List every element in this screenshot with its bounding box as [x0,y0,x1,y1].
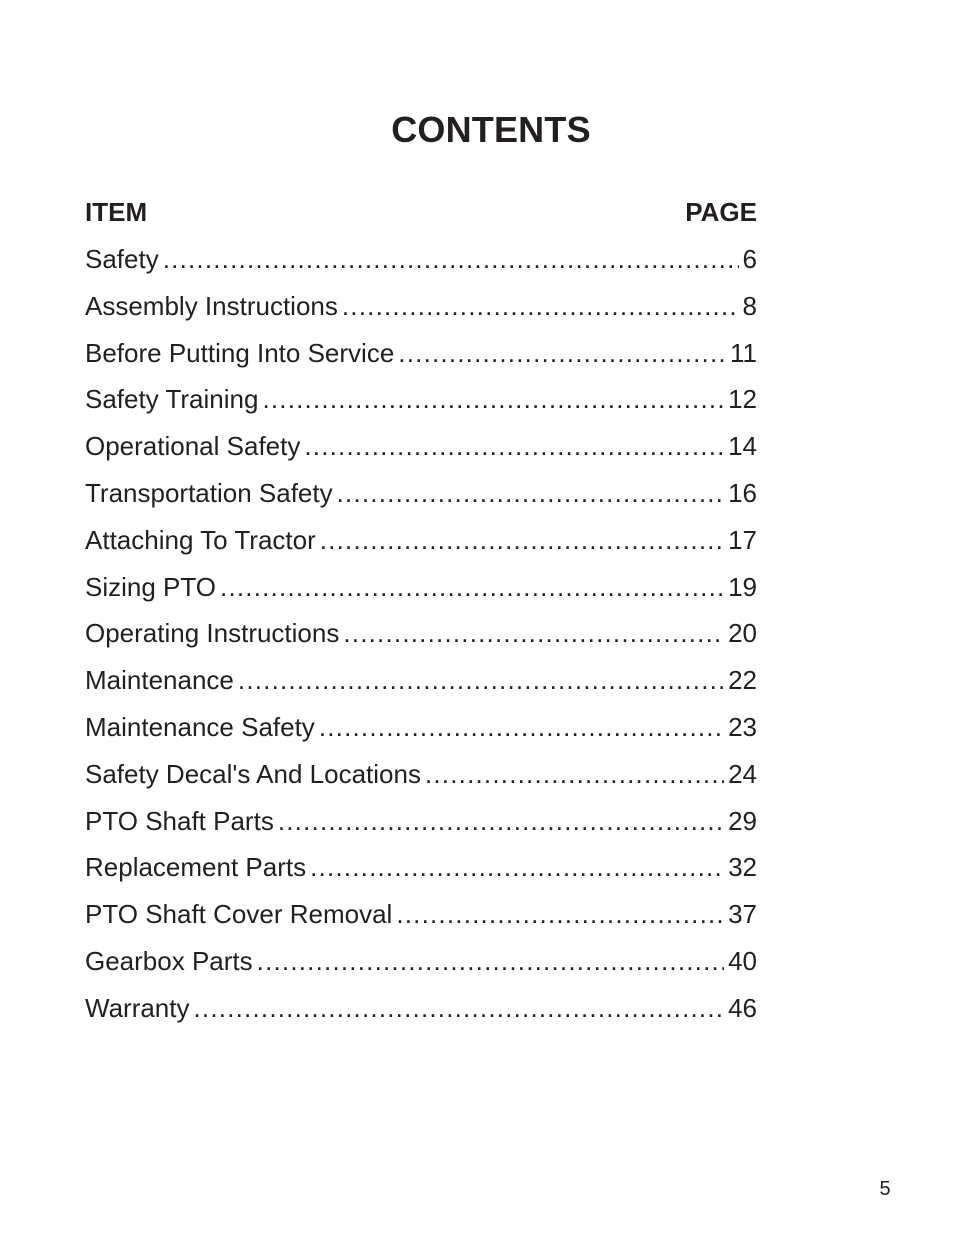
toc-entry-page: 23 [728,711,757,742]
toc-entry-transportation-safety[interactable] [85,473,757,520]
toc-entry-attaching-to-tractor[interactable] [85,520,757,567]
dot-leader [163,239,739,279]
dot-leader [425,754,724,794]
toc-entry-label: Safety Decal's And Locations [85,758,421,789]
toc-entry-page: 20 [728,618,757,649]
toc-entry-label: Transportation Safety [85,477,333,508]
toc-entry-page: 17 [728,524,757,555]
dot-leader [194,988,725,1028]
toc-entry-replacement-parts[interactable] [85,847,757,894]
toc-entry-page: 8 [742,290,757,321]
toc-entry-maintenance-safety[interactable] [85,707,757,754]
dot-leader [337,473,724,513]
toc-entry-page: 24 [728,758,757,789]
toc-entry-page: 29 [728,805,757,836]
toc-entry-safety-decals-and-locations[interactable] [85,754,757,801]
toc-entry-label: Replacement Parts [85,852,307,883]
toc-entry-gearbox-parts[interactable] [85,941,757,988]
dot-leader [320,520,724,560]
toc-entry-label: Safety [85,244,159,274]
dot-leader [343,613,724,653]
toc-entry-maintenance[interactable] [85,660,757,707]
toc-entry-page: 6 [742,244,757,274]
toc-entry-label: Maintenance Safety [85,711,315,742]
dot-leader [304,426,724,466]
toc-entry-page: 32 [728,852,757,883]
toc-entry-safety[interactable] [85,239,757,286]
dot-leader [319,707,724,747]
toc-entry-pto-shaft-cover-removal[interactable] [85,894,757,941]
toc-entry-safety-training[interactable] [85,379,757,426]
toc-entry-assembly-instructions[interactable] [85,286,757,333]
page-number: 5 [879,1178,891,1200]
dot-leader [238,660,724,700]
page-column-header: PAGE [685,197,757,227]
toc-entry-label: Operational Safety [85,431,301,462]
toc-entry-page: 19 [728,571,757,602]
dot-leader [342,286,739,326]
toc-entry-sizing-pto[interactable] [85,567,757,614]
dot-leader [396,894,724,934]
toc-entry-label: Attaching To Tractor [85,524,316,555]
toc-entry-before-putting-into-service[interactable] [85,333,757,380]
dot-leader [278,801,724,841]
toc-entry-label: Maintenance [85,665,234,696]
toc-entry-page: 22 [728,665,757,696]
page-title: CONTENTS [391,109,591,150]
dot-leader [310,847,724,887]
item-column-header: ITEM [85,197,148,227]
toc-entry-pto-shaft-parts[interactable] [85,801,757,848]
dot-leader [398,333,726,373]
toc-entry-label: Operating Instructions [85,618,340,649]
toc-header [85,192,757,232]
toc-entry-page: 12 [728,384,757,415]
toc-entry-page: 37 [728,899,757,930]
dot-leader [220,567,724,607]
toc-list [85,239,757,1035]
table-of-contents [85,192,757,1035]
toc-entry-page: 16 [728,477,757,508]
toc-entry-label: Sizing PTO [85,571,217,602]
toc-entry-page: 40 [728,945,757,976]
toc-entry-label: Warranty [85,992,190,1023]
toc-entry-label: Assembly Instructions [85,290,338,321]
toc-entry-page: 11 [730,337,757,368]
toc-entry-warranty[interactable] [85,988,757,1035]
toc-entry-label: Before Putting Into Service [85,337,395,368]
toc-entry-operational-safety[interactable] [85,426,757,473]
dot-leader [262,379,724,419]
toc-entry-label: Safety Training [85,384,259,415]
toc-entry-page: 14 [728,431,757,462]
dot-leader [257,941,724,981]
toc-entry-label: PTO Shaft Parts [85,805,274,836]
toc-entry-label: PTO Shaft Cover Removal [85,899,393,930]
toc-entry-operating-instructions[interactable] [85,613,757,660]
toc-entry-label: Gearbox Parts [85,945,253,976]
toc-entry-page: 46 [728,992,757,1023]
